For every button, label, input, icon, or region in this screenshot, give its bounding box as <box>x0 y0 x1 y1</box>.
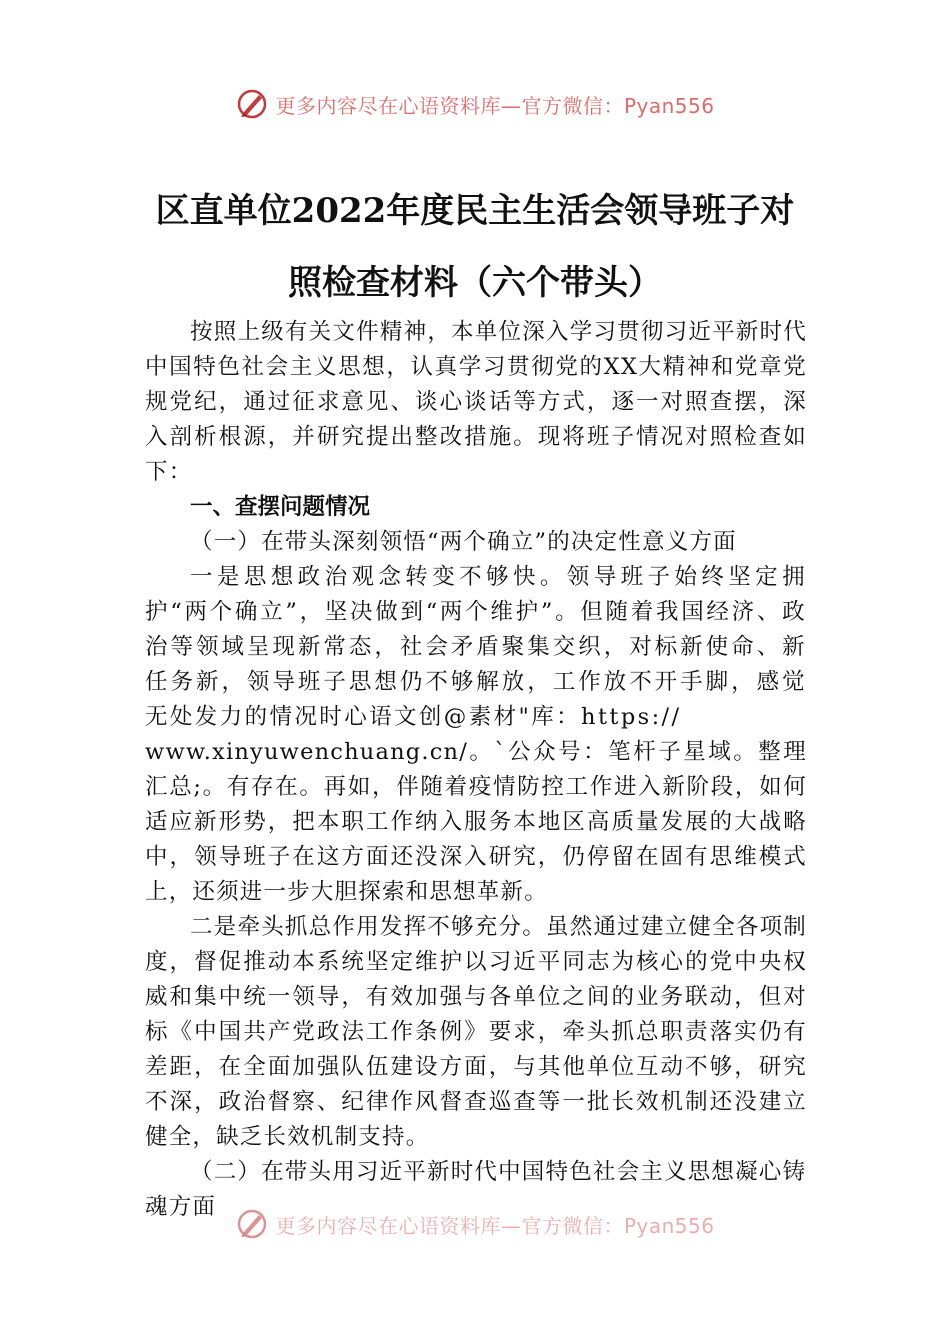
footer-watermark-banner <box>0 1204 950 1244</box>
title-line-2: 照检查材料（六个带头） <box>288 263 662 303</box>
intro-paragraph: 按照上级有关文件精神，本单位深入学习贯彻习近平新时代中国特色社会主义思想，认真学习贯彻党的XX大精神和党章党规党纪，通过征求意见、谈心谈话等方式，逐一对照查摆，深入剖析根源，并研究提出整改措施。现将班子情况对照检查如下： <box>145 319 807 485</box>
watermark-text: 更多内容尽在心语资料库—官方微信：Pyan556 <box>275 1213 715 1238</box>
title-line-1: 区直单位2022年度民主生活会领导班子对 <box>155 191 795 231</box>
page-title <box>140 175 810 319</box>
watermark-text: 更多内容尽在心语资料库—官方微信：Pyan556 <box>275 93 715 118</box>
pen-logo-icon <box>235 1207 269 1241</box>
header-watermark-banner <box>0 84 950 124</box>
subsection-heading-2: （二）在带头用习近平新时代中国特色社会主义思想凝心铸魂方面 <box>145 1159 807 1220</box>
section-heading-1: 一、查摆问题情况 <box>190 494 371 520</box>
paragraph-1a: 一是思想政治观念转变不够快。领导班子始终坚定拥护“两个确立”，坚决做到“两个维护”。但随着我国经济、政治等领域呈现新常态，社会矛盾聚集交织，对标新使命、新任务新，领导班子思想仍不够解放，工作放不开手脚，感觉无处发力的情况时心语文创@素材"库：https:// <box>145 564 807 730</box>
document-body <box>145 315 807 1225</box>
subsection-heading-1: （一）在带头深刻领悟“两个确立”的决定性意义方面 <box>190 529 737 555</box>
pen-logo-icon <box>235 87 269 121</box>
paragraph-2: 二是牵头抓总作用发挥不够充分。虽然通过建立健全各项制度，督促推动本系统坚定维护以习近平同志为核心的党中央权威和集中统一领导，有效加强与各单位之间的业务联动，但对标《中国共产党政法工作条例》要求，牵头抓总职责落实仍有差距，在全面加强队伍建设方面，与其他单位互动不够，研究不深，政治督察、纪律作风督查巡查等一批长效机制还没建立健全，缺乏长效机制支持。 <box>145 914 807 1150</box>
paragraph-1b: www.xinyuwenchuang.cn/。`公众号：笔杆子星域。整理汇总;。有存在。再如，伴随着疫情防控工作进入新阶段，如何适应新形势，把本职工作纳入服务本地区高质量发展的大战略中，领导班子在这方面还没深入研究，仍停留在固有思维模式上，还须进一步大胆探索和思想革新。 <box>145 739 807 905</box>
